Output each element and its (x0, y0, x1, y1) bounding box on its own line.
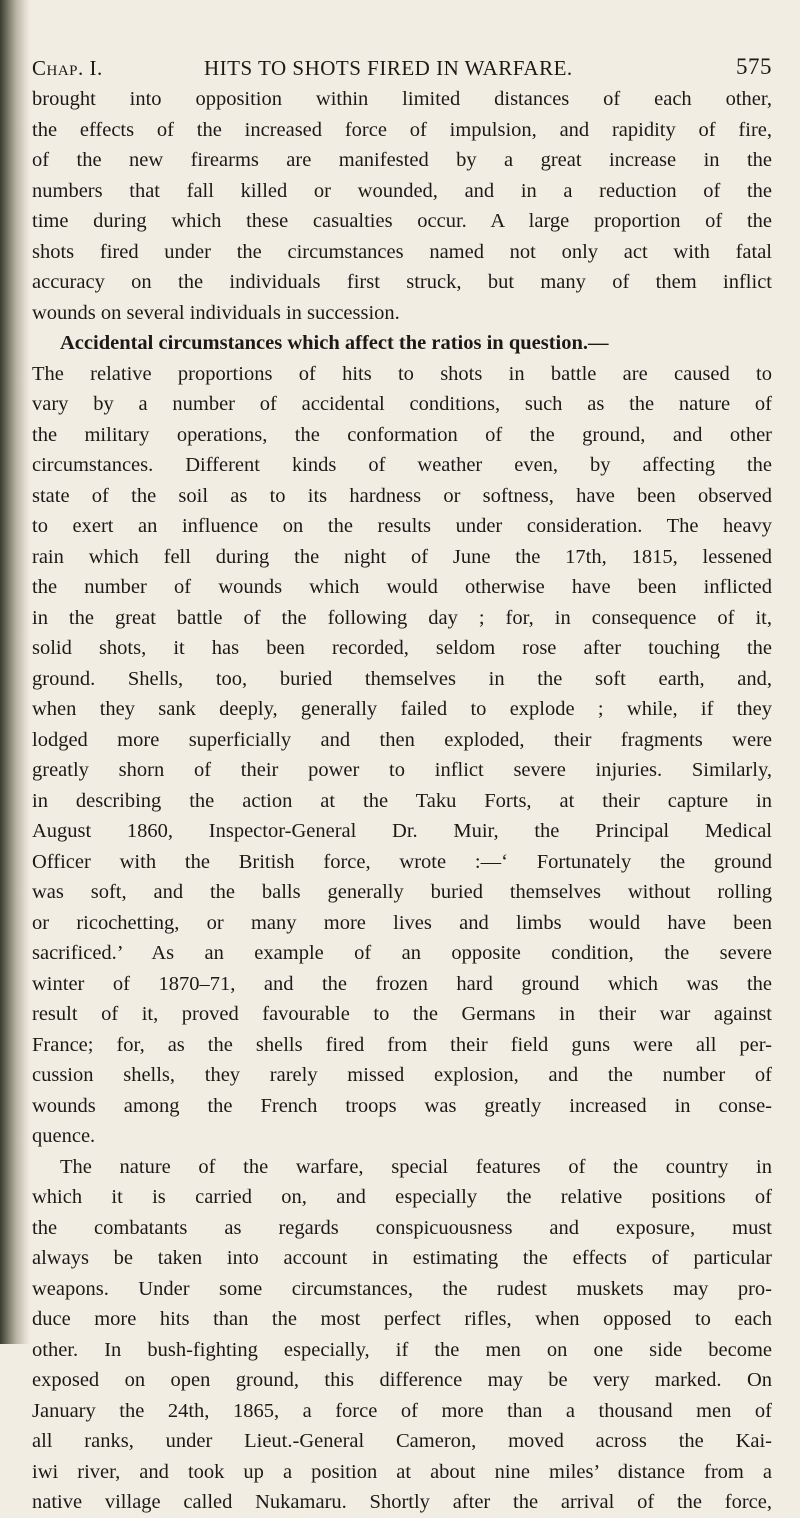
text-line: lodged more superficially and then exploded, their fragments were (32, 728, 772, 751)
text-line: time during which these casualties occur. A large proportion of the (32, 210, 772, 232)
text-line: vary by a number of accidental conditions, such as the nature of (32, 393, 772, 415)
text-line: in the great battle of the following day ; for, in consequence of it, (32, 606, 772, 629)
text-line: January the 24th, 1865, a force of more than a thousand men of (32, 1399, 772, 1422)
text-line: which it is carried on, and especially the relative positions of (32, 1186, 772, 1208)
text-line: wounds among the French troops was greatly increased in conse- (32, 1094, 772, 1117)
page-number: 575 (736, 54, 772, 79)
text-line: Officer with the British force, wrote :—‘ Fortunately the ground (32, 850, 772, 873)
text-line: ground. Shells, too, buried themselves in the soft earth, and, (32, 667, 772, 690)
text-line: wounds on several individuals in succession. (32, 301, 400, 324)
section-heading: Accidental circumstances which affect the ratios in question.— (60, 332, 609, 354)
body-text (32, 84, 772, 1518)
text-line: iwi river, and took up a position at about nine miles’ distance from a (32, 1460, 772, 1483)
text-line: winter of 1870–71, and the frozen hard ground which was the (32, 972, 772, 995)
text-line: the military operations, the conformation of the ground, and other (32, 423, 772, 446)
text-line: greatly shorn of their power to inflict severe injuries. Similarly, (32, 759, 772, 781)
text-line: in describing the action at the Taku Forts, at their capture in (32, 789, 772, 812)
text-line: France; for, as the shells fired from their field guns were all per- (32, 1033, 772, 1056)
text-line: all ranks, under Lieut.-General Cameron, moved across the Kai- (32, 1430, 772, 1452)
text-line: sacrificed.’ As an example of an opposite condition, the severe (32, 942, 772, 964)
text-line: state of the soil as to its hardness or softness, have been observed (32, 484, 772, 507)
text-line: to exert an influence on the results under consideration. The heavy (32, 515, 772, 537)
text-line: shots fired under the circumstances named not only act with fatal (32, 240, 772, 263)
text-line: numbers that fall killed or wounded, and in a reduction of the (32, 179, 772, 202)
running-head (32, 54, 772, 84)
text-line: when they sank deeply, generally failed to explode ; while, if they (32, 698, 772, 720)
text-line: weapons. Under some circumstances, the rudest muskets may pro- (32, 1277, 772, 1300)
running-title: HITS TO SHOTS FIRED IN WARFARE. (204, 56, 573, 80)
text-line: circumstances. Different kinds of weather even, by affecting the (32, 454, 772, 476)
text-line: or ricochetting, or many more lives and limbs would have been (32, 911, 772, 934)
text-line: was soft, and the balls generally buried themselves without rolling (32, 881, 772, 903)
text-line: of the new firearms are manifested by a great increase in the (32, 149, 772, 171)
text-line: The nature of the warfare, special features of the country in (60, 1155, 772, 1178)
text-line: the number of wounds which would otherwise have been inflicted (32, 576, 772, 598)
text-line: brought into opposition within limited distances of each other, (32, 88, 772, 110)
text-line: the effects of the increased force of impulsion, and rapidity of fire, (32, 118, 772, 141)
text-line: solid shots, it has been recorded, seldom rose after touching the (32, 637, 772, 659)
text-line: always be taken into account in estimating the effects of particular (32, 1247, 772, 1269)
text-line: accuracy on the individuals first struck, but many of them inflict (32, 271, 772, 293)
text-line: duce more hits than the most perfect rifles, when opposed to each (32, 1308, 772, 1330)
text-line: cussion shells, they rarely missed explosion, and the number of (32, 1064, 772, 1086)
text-line: native village called Nukamaru. Shortly after the arrival of the force, (32, 1491, 772, 1513)
text-line: exposed on open ground, this difference may be very marked. On (32, 1369, 772, 1391)
text-line: rain which fell during the night of June the 17th, 1815, lessened (32, 545, 772, 568)
text-line: quence. (32, 1125, 96, 1147)
chapter-label: Chap. I. (32, 56, 103, 80)
text-line: result of it, proved favourable to the Germans in their war against (32, 1003, 772, 1025)
text-line: other. In bush-fighting especially, if the men on one side become (32, 1338, 772, 1361)
text-line: the combatants as regards conspicuousness and exposure, must (32, 1216, 772, 1239)
text-line: The relative proportions of hits to shots in battle are caused to (32, 362, 772, 385)
book-binding-shadow (0, 0, 30, 1344)
text-line: August 1860, Inspector-General Dr. Muir, the Principal Medical (32, 820, 772, 842)
